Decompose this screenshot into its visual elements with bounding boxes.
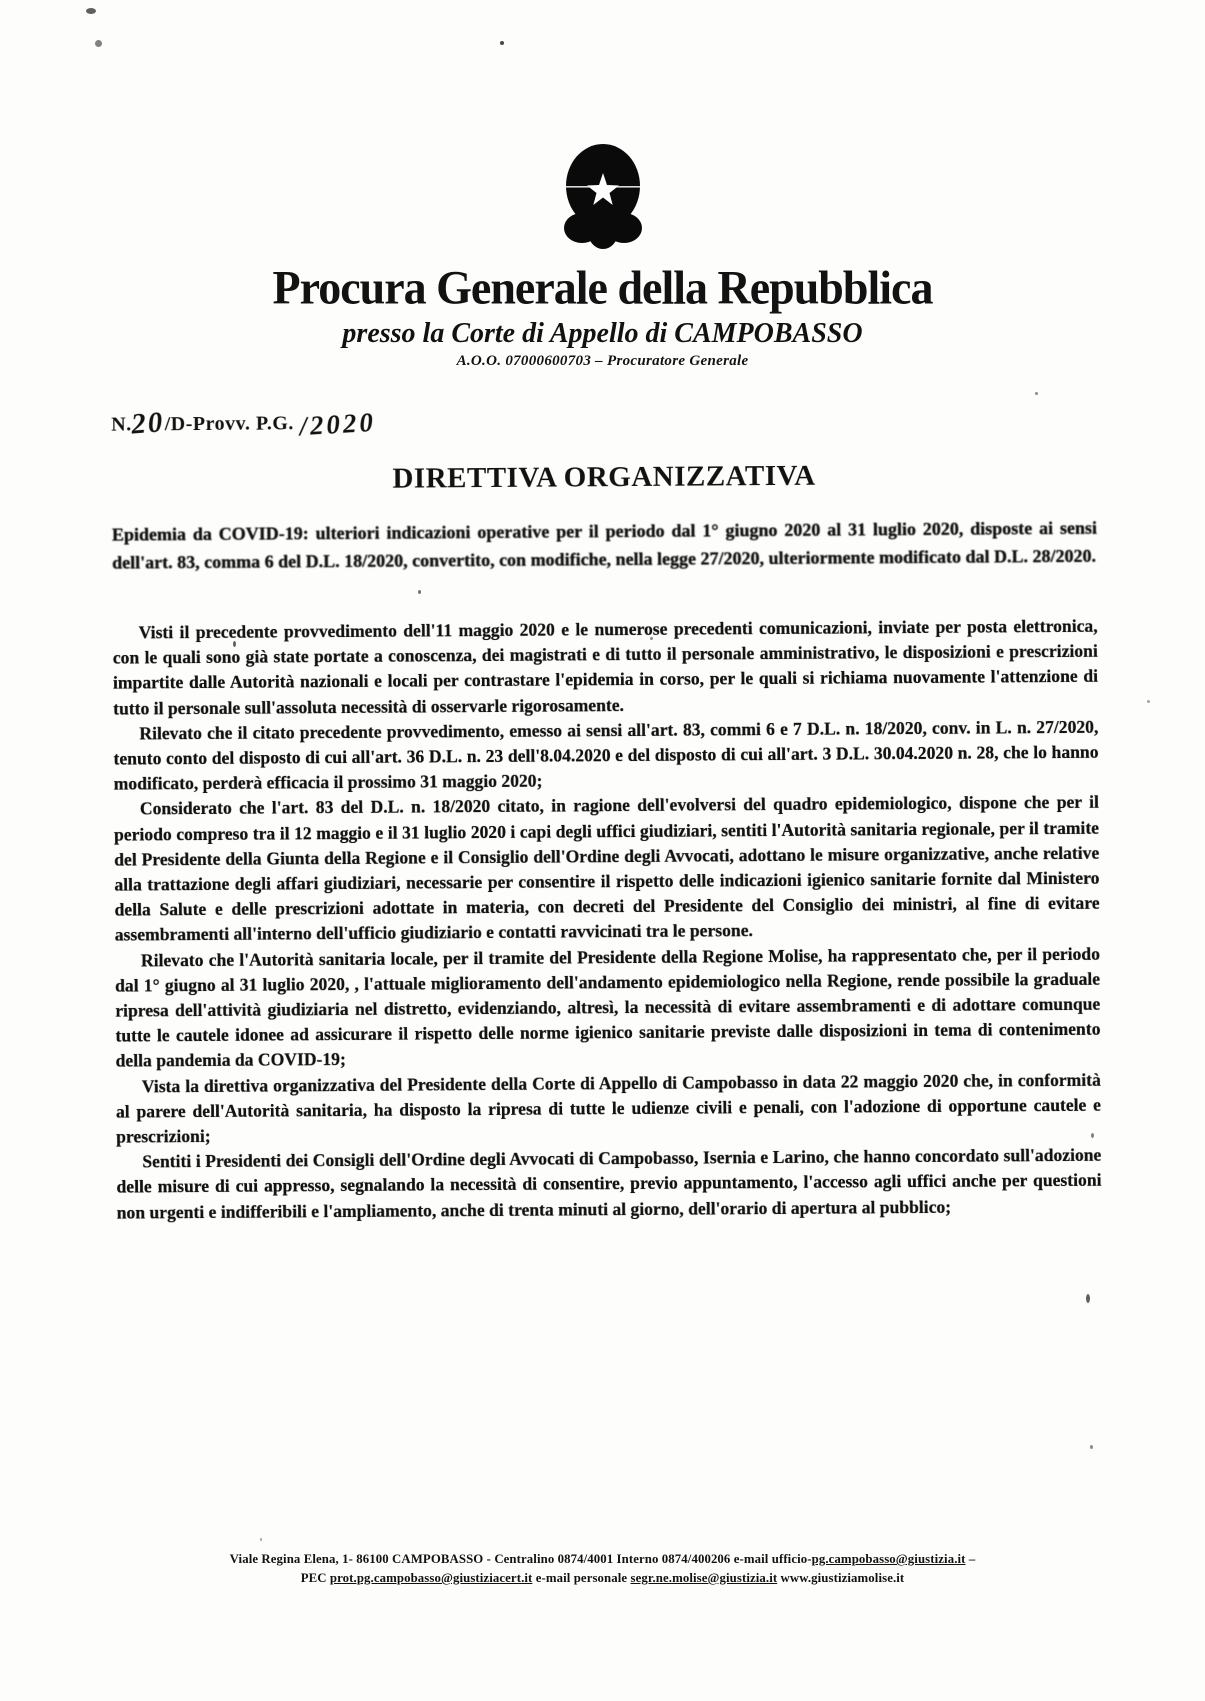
letterhead-footer: [0, 1550, 1205, 1588]
footer-pec-address: prot.pg.campobasso@giustiziacert.it: [329, 1571, 533, 1585]
paragraph-lead-word: Rilevato: [139, 722, 202, 744]
footer-address: Viale Regina Elena, 1- 86100 CAMPOBASSO -: [229, 1552, 492, 1566]
paragraph-lead-word: Considerato: [139, 798, 232, 819]
scan-speck: [1086, 1294, 1090, 1303]
paragraph-lead-word: Vista: [141, 1075, 181, 1097]
paragraph-lead-word: Sentiti: [142, 1151, 192, 1172]
paragraph-lead-word: Visti: [138, 622, 174, 643]
footer-email-personnel: segr.ne.molise@giustizia.it: [630, 1571, 778, 1585]
footer-pec-label: PEC: [300, 1571, 330, 1585]
protocol-number-handwritten: 20: [130, 406, 166, 441]
footer-mid: e-mail personale: [532, 1571, 631, 1585]
letterhead: [0, 0, 1205, 370]
scan-speck: [1090, 1445, 1093, 1449]
paragraph-lead-word: Rilevato: [140, 949, 204, 971]
protocol-number: [111, 399, 1096, 442]
scan-speck: [260, 1538, 262, 1541]
body-paragraphs: [113, 614, 1102, 1226]
footer-email-office: pg.campobasso@giustizia.it: [811, 1552, 966, 1566]
protocol-series: /D-Provv. P.G.: [164, 412, 294, 436]
footer-dash: –: [965, 1552, 976, 1566]
paragraph: Considerato che l'art. 83 del D.L. n. 18/2020 citato, in ragione dell'evolversi del quadro epidemiologico, dispone che per il periodo compreso tra il 12 maggio e il 31 luglio 2020 i capi degli uffici giudiziari, sentiti l'Autorità sanitaria regionale, per il tramite del Presidente della Giunta della Regione e il Consiglio dell'Ordine degli Avvocati, adottano le misure organizzative, anche relative alla trattazione degli affari giudiziari, necessarie per consentire il rispetto delle indicazioni igienico sanitarie fornite dal Ministero della Salute e delle prescrizioni adottate in materia, con decreti del Presidente del Consiglio dei ministri, al fine di evitare assembramenti all'interno dell'ufficio giudiziario e contatti ravvicinati tra le persone.: [113, 792, 1100, 946]
paragraph: Sentiti i Presidenti dei Consigli dell'Ordine degli Avvocati di Campobasso, Isernia e Larino, che hanno concordato sull'adozione delle misure di cui appresso, segnalando la necessità di consentire, previo appuntamento, l'accesso agli uffici anche per questioni non urgenti e indifferibili e l'ampliamento, anche di trenta minuti al giorno, dell'orario di apertura al pubblico;: [116, 1145, 1102, 1223]
footer-phone: Centralino 0874/4001 Interno 0874/400206 e-mail ufficio-: [491, 1552, 812, 1566]
paragraph: Rilevato che il citato precedente provvedimento, emesso ai sensi all'art. 83, commi 6 e 7 D.L. n. 18/2020, conv. in L. n. 27/2020, tenuto conto del disposto di cui all'art. 36 D.L. n. 23 dell'8.04.2020 e del disposto di cui all'art. 3 D.L. 30.04.2020 n. 28, che lo hanno modificato, perderà efficacia il prossimo 31 maggio 2020;: [113, 716, 1099, 794]
document-title: DIRETTIVA ORGANIZZATIVA: [392, 459, 816, 495]
paragraph: Visti il precedente provvedimento dell'11 maggio 2020 e le numerose precedenti comunicazioni, inviate per posta elettronica, con le quali sono già state portate a conoscenza, dei magistrati e di tutto il personale amministrativo, le disposizioni e prescrizioni impartite dalle Autorità nazionali e locali per contrastare l'epidemia in corso, per le quali si richiama nuovamente l'attenzione di tutto il personale sull'assoluta necessità di osservarle rigorosamente.: [112, 615, 1099, 719]
scan-speck: [1035, 392, 1038, 395]
org-subtitle: presso la Corte di Appello di CAMPOBASSO: [342, 318, 863, 349]
paragraph: Vista la direttiva organizzativa del Presidente della Corte di Appello di Campobasso in data 22 maggio 2020 che, in conformità al parere dell'Autorità sanitaria, ha disposto la ripresa di tutte le udienze civili e penali, con l'adozione di opportune cautele e prescrizioni;: [115, 1069, 1102, 1147]
subject-paragraph: Epidemia da COVID-19: ulteriori indicazioni operative per il periodo dal 1° giugno 2020 al 31 luglio 2020, disposte ai sensi dell'art. 83, comma 6 del D.L. 18/2020, convertito, con modifiche, nella legge 27/2020, ulteriormente modificato dal D.L. 28/2020.: [111, 517, 1098, 573]
protocol-year-handwritten: /2020: [298, 406, 377, 442]
paragraph: Rilevato che l'Autorità sanitaria locale, per il tramite del Presidente della Regione Molise, ha rappresentato che, per il periodo dal 1° giugno al 31 luglio 2020, , l'attuale miglioramento dell'andamento epidemiologico nella Regione, rende possibile la graduale ripresa dell'attività giudiziaria nel distretto, evidenziando, altresì, la necessità di evitare assembramenti e di adottare comunque tutte le cautele idonee ad assicurare il rispetto delle norme igienico sanitarie previste dalle disposizioni in tema di contenimento della pandemia da COVID-19;: [115, 943, 1101, 1072]
org-name: Procura Generale della Repubblica: [272, 260, 933, 315]
protocol-prefix: N.: [111, 413, 132, 436]
document-content: [0, 398, 1205, 1226]
italian-republic-emblem-icon: [551, 142, 655, 254]
org-aoo-line: A.O.O. 07000600703 – Procuratore Generale: [456, 353, 749, 369]
footer-website: www.giustiziamolise.it: [777, 1571, 905, 1585]
